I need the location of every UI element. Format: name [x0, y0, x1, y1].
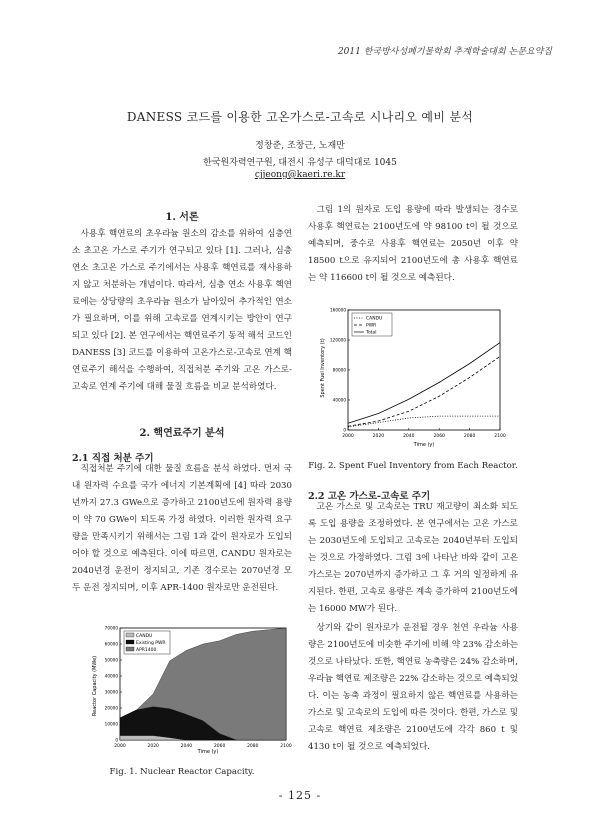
fig1-legend — [124, 631, 170, 654]
fig2-legend-label: Total — [366, 330, 377, 336]
fig2-ytick-label: 0 — [343, 427, 346, 433]
fig1-xtick-label: 2100 — [280, 744, 292, 749]
vhtr-sfr-text-2: 상기와 같이 원자로가 운전될 경우 천연 우라늄 사용량은 2100년도에 비슷한 주기에 비해 약 23% 감소하는 것으로 나타났다. 또한, 핵연료 농축량은 24% 감소하며, 우라늄 핵연료 제조량은 22% 감소하는 것으로 예측되었다. 이는 농축 과정이 필요하지 않은 핵연료를 사용하는 가스로 및 고속로의 도입에 따른 것이다. 한편, 가스로 및 고속로 핵연료 제조량은 2100년도에 각각 860 t 및 4130 t이 될 것으로 예측되었다. — [308, 623, 518, 752]
fig1-xtick-label: 2020 — [147, 744, 159, 749]
fig2-xtick-label: 2040 — [403, 434, 415, 439]
fig2-ylabel: Spent Fuel Inventory (t) — [320, 338, 326, 398]
paper-title: DANESS 코드를 이용한 고온가스로-고속로 시나리오 예비 분석 — [126, 110, 474, 124]
fig2-xtick-label: 2100 — [494, 434, 506, 439]
fig1-xtick-label: 2040 — [180, 744, 193, 749]
fig1-ylabel: Reactor Capacity (MWe) — [92, 655, 98, 717]
fig2-xtick-label: 2020 — [372, 434, 385, 439]
fig1-xlabel: Time (y) — [197, 749, 219, 755]
fig1-ytick-label: 10000 — [104, 721, 118, 727]
fig1-ytick-label: 0 — [115, 737, 118, 743]
fig1-ytick-label: 30000 — [104, 689, 118, 695]
fig2-series-total — [348, 343, 500, 424]
direct-disposal-text: 직접처분 주기에 대한 물질 흐름을 분석 하였다. 먼저 국내 원자력 수요를 국가 에너지 기본계획에 [4] 따라 2030년까지 27.3 GWe으로 증가하고 2100년도에 원자력 용량이 약 70 GWe이 되도록 가정 하였다. 이러한 원자력 요구량을 만족시키기 위해서는 그림 1과 같이 원자로가 도입되어야 할 것으로 예측된다. 이에 따르면, CANDU 원자로는 2040년경 운전이 정지되고, 기존 경수로는 2070년경 모두 운전 정지되며, 이후 APR-1400 원자로만 운전된다. — [72, 464, 292, 593]
spent-fuel-text: 그림 1의 원자로 도입 용량에 따라 발생되는 경수로 사용후 핵연료는 2100년도에 약 98100 t이 될 것으로 예측되며, 중수로 사용후 핵연료는 2050년 이후 약 18500 t으로 유지되어 2100년도에 총 사용후 핵연료는 약 116600 t이 될 것으로 예측된다. — [308, 205, 518, 283]
header-note: 2011 한국방사성폐기물학회 추계학술대회 논문요약집 — [337, 47, 552, 57]
fig2-ytick-label: 80000 — [332, 367, 346, 373]
authors: 정창준, 조창근, 노재만 — [255, 141, 345, 151]
figure-2-spent-fuel — [318, 302, 508, 452]
fig2-series-candu — [348, 416, 500, 427]
fig2-ytick-label: 160000 — [330, 307, 346, 313]
page-number: - 125 - — [278, 789, 322, 802]
intro-text: 사용후 핵연료의 초우라늄 원소의 감소를 위하여 심층연소 초고온 가스로 주기가 연구되고 있다 [1]. 그러나, 심층연소 초고온 가스로 주기에서는 사용후 핵연료를 재사용하지 않고 처분하는 개념이다. 따라서, 심층 연소 사용후 핵연료에는 상당량의 초우라늄 원소가 남아있어 추가적인 연소가 필요하며, 이를 위해 고속로를 연계시키는 방안이 연구되고 있다 [2]. 본 연구에서는 핵연료주기 동적 해석 코드인 DANESS [3] 코드를 이용하여 고온가스로-고속로 연계 핵연료주기 해석을 수행하여, 직접처분 주기와 고온 가스로-고속로 연계 주기에 대해 물질 흐름을 비교 분석하였다. — [72, 229, 292, 392]
fig1-ytick-label: 50000 — [104, 657, 118, 663]
direct-disposal-heading: 2.1 직접 처분 주기 — [72, 453, 154, 464]
fig2-xtick-label: 2080 — [463, 434, 476, 439]
fig2-legend — [352, 313, 392, 336]
fig2-xtick-label: 2000 — [342, 434, 354, 439]
fig1-legend-label: APR1400 — [136, 648, 157, 653]
fig1-legend-label: Existing PWR — [136, 641, 166, 646]
fig1-legend-swatch — [126, 640, 134, 644]
fig1-ytick-label: 70000 — [104, 625, 118, 631]
fuel-cycle-heading: 2. 핵연료주기 분석 — [139, 428, 225, 439]
fig2-ytick-label: 40000 — [332, 397, 346, 403]
affiliation: 한국원자력연구원, 대전시 유성구 대덕대로 1045 — [203, 158, 397, 168]
fig2-xlabel: Time (y) — [413, 442, 435, 448]
figure-2-caption: Fig. 2. Spent Fuel Inventory from Each Reactor. — [308, 461, 518, 471]
figure-1-reactor-capacity — [92, 618, 292, 758]
fig1-xtick-label: 2080 — [247, 744, 259, 749]
fig1-legend-swatch — [126, 633, 134, 637]
fig1-ytick-label: 40000 — [104, 673, 118, 679]
vhtr-sfr-text-1: 고온 가스로 및 고속로는 TRU 재고량이 최소화 되도록 도입 용량을 조정하였다. 본 연구에서는 고온 가스로는 2030년도에 도입되고 고속로는 2040년부터 도입되는 것으로 가정하였다. 그림 3에 나타난 바와 같이 고온 가스로는 2070년까지 증가하고 그 후 거의 일정하게 유지된다. 한편, 고속로 용량은 계속 증가하여 2100년도에는 16000 MW가 된다. — [308, 502, 518, 614]
intro-heading: 1. 서론 — [165, 212, 199, 223]
fig1-xtick-label: 2000 — [114, 744, 126, 749]
fig2-xtick-label: 2060 — [433, 434, 445, 439]
fig2-legend-label: CANDU — [366, 316, 383, 322]
fig1-legend-label: CANDU — [136, 634, 153, 639]
figure-1-caption: Fig. 1. Nuclear Reactor Capacity. — [109, 767, 255, 777]
fig2-ytick-label: 120000 — [330, 337, 346, 343]
email: cjjeong@kaeri.re.kr — [254, 170, 346, 180]
vhtr-sfr-heading: 2.2 고온 가스로-고속로 주기 — [308, 491, 431, 502]
fig1-legend-swatch — [126, 647, 134, 651]
fig1-ytick-label: 20000 — [104, 705, 118, 711]
fig2-legend-label: PWR — [366, 323, 377, 329]
fig1-xtick-label: 2060 — [213, 744, 226, 749]
fig1-ytick-label: 60000 — [104, 641, 118, 647]
